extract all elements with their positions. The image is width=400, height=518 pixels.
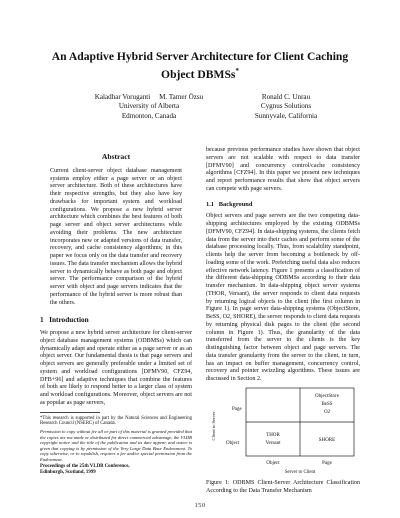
column-label-object: Object	[266, 461, 280, 466]
introduction-body: We propose a new hybrid server architecture for client-server object database management systems (ODBMSs) which can dynamically adapt and operate either as a page server or as an object server. Our fundamental thesis is that page servers and object servers are generally preferable under a limited set of system and workload configurations [DFMV90, CFZ94, DFB+96] and adaptive techniques that combine the features of both are likely to respond better to a larger class of system and workload configurations. Moreover, object servers are not as popular as page servers,	[40, 330, 192, 406]
author-names-alberta: Kaladhar Voruganti M. Tamer Özsu	[94, 93, 204, 101]
row-label-page: Page	[232, 407, 242, 412]
title-footnote-mark: *	[235, 67, 239, 75]
location-sunnyvale: Sunnyvale, California	[254, 111, 318, 120]
row-label-object: Object	[226, 441, 240, 446]
permission-notice: Permission to copy without fee all or part of this material is granted provided that the copies are not made or distributed for direct commercial advantage, the VLDB copyright notice and the title of the publication and its date appear, and notice is given that copying is by permission of the Very Large Data Base Endowment. To copy otherwise, or to republish, requires a fee and/or special permission from the Endowment.	[40, 429, 192, 462]
left-column	[40, 147, 192, 476]
proceedings-info	[40, 464, 192, 476]
authors-alberta	[84, 93, 214, 121]
right-column	[206, 147, 360, 387]
architecture-classification-diagram	[206, 380, 360, 478]
figure-ylabel: Client to Server	[211, 411, 216, 441]
right-column-continuation: because previous performance studies have shown that object servers are not scalable with respect to data transfer [DFMV90] and concurrency control/cache consistency algorithms [CFZ94]. In this paper we present new techniques and report performance results that show that object servers can compete with page servers.	[206, 147, 360, 192]
cell-versant: Versant	[265, 441, 281, 446]
cell-bess: BeSS	[321, 402, 333, 407]
abstract-heading: Abstract	[101, 152, 131, 161]
authors-cygnus	[236, 93, 336, 121]
proceedings-line-2: Edinburgh, Scotland, 1999	[40, 470, 96, 476]
paper-title	[40, 50, 360, 82]
cell-thor: THOR	[266, 433, 280, 438]
figure-xlabel: Server to Client	[284, 470, 316, 475]
background-body: Object servers and page servers are the two competing data-shipping architectures employed by the existing ODBMSs [DFMV90, CFZ94]. In data-shipping systems, the clients fetch data from the server into their caches and perform some of the database processing locally. Thus, from scalability standpoint, clients help the server from becoming a bottleneck by off-loading some of the work. Prefetching useful data also reduces effective network latency. Figure 1 presents a classification of the different data-shipping ODBMSs according to their data transfer mechanism. In data-shipping object server systems (THOR, Versant), the server responds to client data requests by returning logical objects to the client (the first column in Figure 1). In page server data-shipping systems (ObjectStore, BeSS, O2, SHORE), the server responds to client data requests by returning physical disk pages to the client (the second column in Figure 1). Thus, the granularity of the data transferred from the server to the clients is the key distinguishing factor between object and page servers. The data transfer granularity from the server to the client, in turn, has an impact on buffer management, concurrency control, recovery and pointer swizzling algorithms. These issues are discussed in Section 2.	[206, 213, 360, 382]
abstract-body: Current client-server object database management systems employ either a page server or an object server architecture. Both of these architectures have their respective strengths, but they also have key drawbacks for important system and workload configurations. We propose a new hybrid server architecture which combines the best features of both page server and object server architectures while avoiding their problems. The new architecture incorporates new or adapted versions of data transfer, recovery, and cache consistency algorithms; in this paper we focus only on the data transfer and recovery issues. The data transfer mechanism allows the hybrid server to dynamically behave as both page and object server. The performance comparison of the hybrid server with object and page servers indicates that the performance of the hybrid server is more robust than the others.	[50, 167, 182, 306]
figure-1	[206, 380, 360, 478]
section-introduction-heading: 1 Introduction	[40, 315, 89, 325]
subsection-background-heading: 1.1 Background	[206, 200, 253, 208]
proceedings-line-1: Proceedings of the 25th VLDB Conference,	[40, 464, 130, 470]
affiliation-cygnus: Cygnus Solutions	[260, 102, 312, 111]
cell-shore: SHORE	[318, 438, 336, 443]
page-number: 150	[194, 502, 206, 509]
author-name-unrau: Ronald C. Unrau	[261, 93, 311, 101]
figure-1-caption: Figure 1: ODBMS Client-Server Architecture Classification According to the Data Transfer Mechanism	[206, 480, 360, 494]
column-label-page: Page	[322, 461, 332, 466]
title-line-1: An Adaptive Hybrid Server Architecture for Client Caching	[51, 50, 349, 63]
cell-o2: O2	[323, 410, 331, 415]
location-edmonton: Edmonton, Canada	[121, 111, 177, 120]
cell-objectstore: ObjectStore	[315, 394, 339, 399]
footnote-rule	[40, 412, 100, 413]
funding-footnote: *This research is supported in part by the Natural Sciences and Engineering Research Council (NSERC) of Canada.	[40, 415, 192, 427]
affiliation-alberta: University of Alberta	[118, 102, 180, 111]
title-line-2: Object DBMSs	[161, 67, 236, 81]
